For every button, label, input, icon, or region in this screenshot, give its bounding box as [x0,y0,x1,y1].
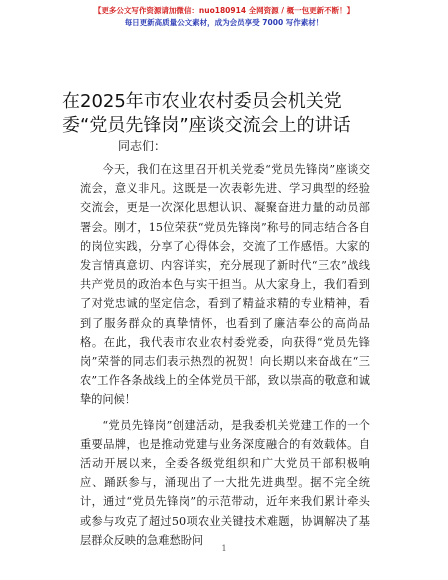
document-body [80,160,370,556]
paragraph-2: “党员先锋岗”创建活动，是我委机关党建工作的一个重要品牌，也是推动党建与业务深度融合的有效载体。自活动开展以来，全委各级党组织和广大党员干部积极响应、踊跃参与，涌现出了一大批先进典型。据不完全统计，通过“党员先锋岗”的示范带动，近年来我们累计牵头或参与攻克了超过50项农业关键技术难题，协调解决了基层群众反映的急难愁盼问 [80,418,370,547]
promo-banner [0,5,448,29]
greeting: 同志们： [118,139,167,153]
document-title: 在2025年市农业农村委员会机关党委“党员先锋岗”座谈交流会上的讲话 [62,91,351,136]
promo-line-1: 【更多公文写作资源请加微信：nuo180914 全网资源 / 概一包更新不断！】 [93,6,355,15]
promo-line-2: 每日更新高质量公文素材，成为会员享受 7000 写作素材！ [124,18,324,27]
page-number: 1 [221,544,227,553]
paragraph-1: 今天，我们在这里召开机关党委“党员先锋岗”座谈交流会，意义非凡。这既是一次表彰先进、学习典型的经验交流会，更是一次深化思想认识、凝聚奋进力量的动员部署会。刚才，15位荣获“党员先锋岗”称号的同志结合各自的岗位实践，分享了心得体会，交流了工作感悟。大家的发言情真意切、内容详实，充分展现了新时代“三农”战线共产党员的政治本色与实干担当。从大家身上，我们看到了对党忠诚的坚定信念，看到了精益求精的专业精神，看到了服务群众的真挚情怀，也看到了廉洁奉公的高尚品格。在此，我代表市农业农村委党委，向获得“党员先锋岗”荣誉的同志们表示热烈的祝贺！向长期以来奋战在“三农”工作各条战线上的全体党员干部，致以崇高的敬意和诚挚的问候！ [80,163,370,407]
